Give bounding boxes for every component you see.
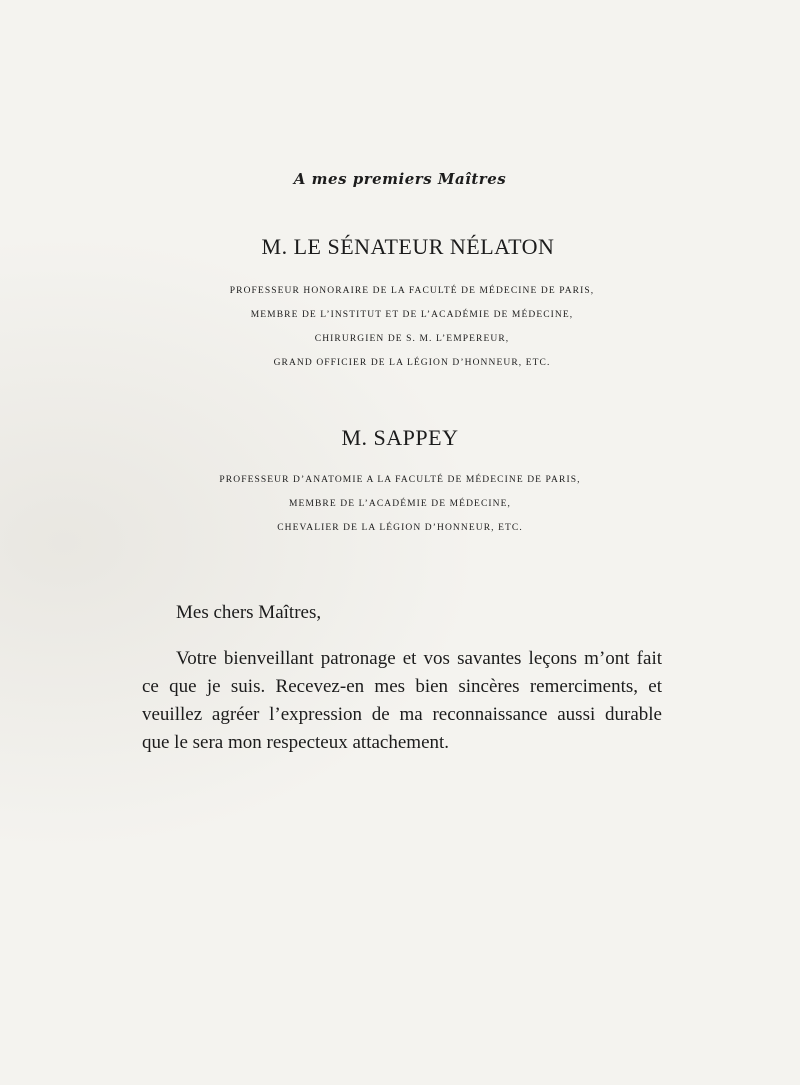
title-line: GRAND OFFICIER DE LA LÉGION D’HONNEUR, ETC. — [273, 358, 551, 368]
title-line: MEMBRE DE L’INSTITUT ET DE L’ACADÉMIE DE MÉDECINE, — [250, 310, 574, 320]
title-line: CHIRURGIEN DE S. M. L’EMPEREUR, — [314, 334, 510, 344]
teacher-name-nelaton: M. LE SÉNATEUR NÉLATON — [261, 234, 555, 259]
teacher-titles-nelaton — [12, 279, 800, 375]
letter-line: que le sera mon respecteux attachement. — [142, 732, 450, 753]
dedication-heading: A mes premiers Maîtres — [293, 170, 507, 188]
teacher-name-sappey: M. SAPPEY — [341, 425, 459, 450]
title-line: MEMBRE DE L’ACADÉMIE DE MÉDECINE, — [289, 499, 511, 509]
salutation: Mes chers Maîtres, — [176, 602, 322, 623]
letter-body — [142, 645, 662, 757]
letter-line: ce que je suis. Recevez-en mes bien sincères remerciments, et — [142, 676, 662, 697]
letter-line: Votre bienveillant patronage et vos savantes leçons m’ont fait — [176, 648, 662, 669]
letter-line: veuillez agréer l’expression de ma reconnaissance aussi durable — [142, 704, 662, 725]
title-line: CHEVALIER DE LA LÉGION D’HONNEUR, ETC. — [277, 523, 523, 533]
title-line: PROFESSEUR D’ANATOMIE A LA FACULTÉ DE MÉDECINE DE PARIS, — [219, 475, 581, 485]
teacher-titles-sappey — [0, 468, 800, 540]
title-line: PROFESSEUR HONORAIRE DE LA FACULTÉ DE MÉDECINE DE PARIS, — [229, 286, 595, 296]
